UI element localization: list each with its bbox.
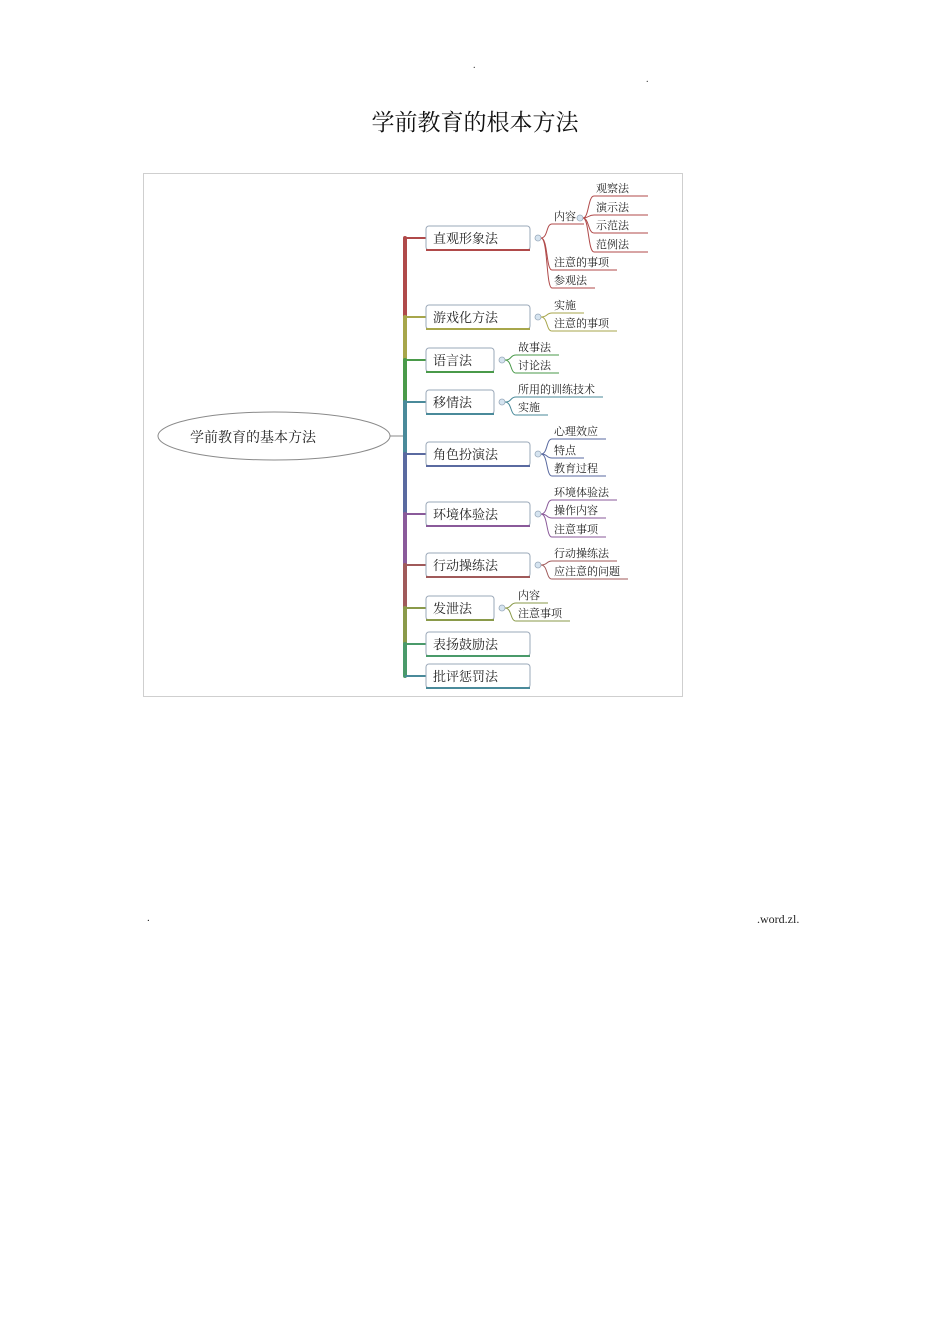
collapse-dot: [535, 235, 541, 241]
child-connector: [541, 224, 584, 238]
child-label: 注意的事项: [554, 256, 609, 269]
collapse-dot: [499, 357, 505, 363]
child-label: 行动操练法: [554, 547, 609, 560]
branch-label: 环境体验法: [433, 508, 499, 523]
grandchild-label: 演示法: [596, 201, 629, 214]
child-label: 实施: [518, 401, 540, 414]
collapse-dot: [499, 605, 505, 611]
child-label: 注意事项: [554, 523, 598, 536]
child-label: 心理效应: [554, 425, 598, 438]
child-label: 操作内容: [554, 504, 598, 517]
header-dot: .: [473, 60, 476, 71]
branch-label: 移情法: [433, 396, 473, 411]
collapse-dot: [535, 562, 541, 568]
branch-label: 角色扮演法: [433, 448, 499, 463]
root-label: 学前教育的基本方法: [190, 430, 316, 446]
collapse-dot: [499, 399, 505, 405]
child-label: 故事法: [518, 341, 551, 354]
grandchild-label: 示范法: [596, 219, 629, 232]
child-label: 注意的事项: [554, 317, 609, 330]
grandchild-label: 观察法: [596, 182, 629, 195]
collapse-dot: [535, 451, 541, 457]
footer-dot: .: [147, 912, 150, 924]
header-dot: .: [646, 74, 649, 85]
branch-label: 表扬鼓励法: [433, 638, 499, 653]
grandchild-connector: [583, 215, 648, 218]
mind-map-canvas: [144, 174, 684, 698]
child-label: 环境体验法: [554, 486, 609, 499]
branch-label: 语言法: [433, 354, 473, 369]
branch-label: 发泄法: [433, 602, 473, 617]
branch-label: 直观形象法: [433, 232, 499, 247]
child-label: 特点: [554, 444, 576, 457]
mind-map-figure: [143, 173, 683, 697]
branch-label: 游戏化方法: [433, 311, 499, 326]
child-label: 教育过程: [554, 462, 598, 475]
child-label: 注意事项: [518, 607, 562, 620]
grandchild-label: 范例法: [596, 238, 629, 251]
page-title: 学前教育的根本方法: [371, 110, 579, 136]
collapse-dot: [535, 314, 541, 320]
child-label: 内容: [518, 589, 540, 602]
branch-label: 批评惩罚法: [433, 670, 499, 685]
child-label: 内容: [554, 210, 576, 223]
child-label: 应注意的问题: [554, 565, 620, 578]
child-label: 实施: [554, 299, 576, 312]
branch-label: 行动操练法: [433, 559, 499, 574]
child-label: 讨论法: [518, 359, 551, 372]
collapse-dot: [535, 511, 541, 517]
child-label: 参观法: [554, 274, 587, 287]
child-label: 所用的训练技术: [518, 383, 595, 396]
footer-source: .word.zl.: [757, 912, 800, 926]
collapse-dot: [577, 215, 583, 221]
